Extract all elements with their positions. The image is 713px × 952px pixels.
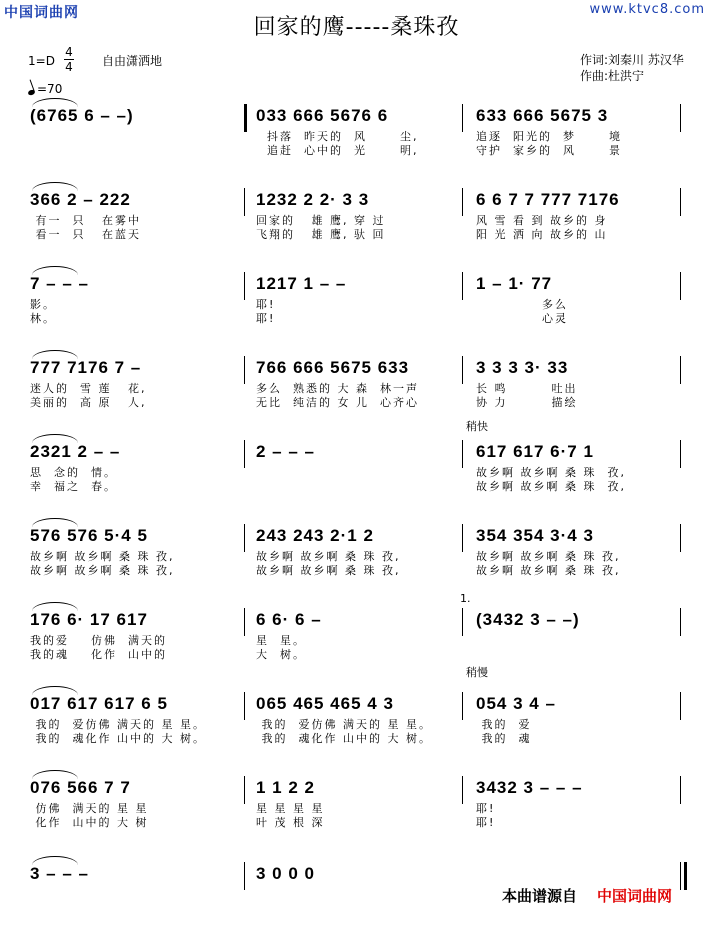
barline bbox=[680, 608, 681, 636]
source-credit bbox=[502, 885, 672, 906]
final-barline bbox=[684, 862, 687, 890]
notation: 1 – 1· 77 bbox=[476, 274, 553, 293]
song-title: 回家的鹰-----桑珠孜 bbox=[253, 15, 460, 40]
notation: 6 6 7 7 777 7176 bbox=[476, 190, 620, 209]
notation: 076 566 7 7 bbox=[30, 778, 131, 797]
lyrics-verse-1: 我的 爱 bbox=[476, 718, 532, 731]
notation: (6765 6 – –) bbox=[30, 106, 134, 125]
lyrics-verse-2: 守护 家乡的 风 景 bbox=[476, 144, 622, 157]
lyrics-verse-2: 追赶 心中的 光 明, bbox=[256, 144, 419, 157]
score-line bbox=[0, 776, 713, 866]
expression-marking: 自由潇洒地 bbox=[102, 54, 163, 68]
lyrics-verse-2: 看一 只 在蓝天 bbox=[30, 228, 141, 241]
lyrics-verse-2: 故乡啊 故乡啊 桑 珠 孜, bbox=[476, 564, 621, 577]
lyrics-verse-1: 故乡啊 故乡啊 桑 珠 孜, bbox=[256, 550, 401, 563]
lyrics-verse-1: 星 星 星 星 bbox=[256, 802, 325, 815]
barline bbox=[680, 440, 681, 468]
score-line bbox=[0, 524, 713, 614]
source-label: 本曲谱源自 bbox=[502, 887, 578, 905]
barline bbox=[244, 862, 245, 890]
barline bbox=[680, 776, 681, 804]
score-line bbox=[0, 440, 713, 530]
lyrics-verse-1: 迷人的 雪 莲 花, bbox=[30, 382, 147, 395]
lyrics-verse-1: 追逐 阳光的 梦 境 bbox=[476, 130, 622, 143]
notation: 054 3 4 – bbox=[476, 694, 556, 713]
lyrics-verse-1: 多么 bbox=[476, 298, 568, 311]
faster-marking: 稍快 bbox=[466, 420, 488, 433]
time-denominator: 4 bbox=[65, 60, 73, 74]
lyrics-verse-1: 耶! bbox=[256, 298, 276, 311]
score-line bbox=[0, 104, 713, 194]
lyricist: 作词:刘秦川 苏汉华 bbox=[580, 53, 684, 67]
barline bbox=[244, 776, 245, 804]
barline bbox=[244, 272, 245, 300]
lyrics-verse-2: 叶 茂 根 深 bbox=[256, 816, 325, 829]
score-line bbox=[0, 692, 713, 782]
barline bbox=[680, 104, 681, 132]
barline bbox=[244, 440, 245, 468]
lyrics-verse-1: 抖落 昨天的 风 尘, bbox=[256, 130, 419, 143]
lyrics-verse-1: 耶! bbox=[476, 802, 496, 815]
lyrics-verse-2: 大 树。 bbox=[256, 648, 306, 661]
barline bbox=[680, 524, 681, 552]
notation: 766 666 5675 633 bbox=[256, 358, 410, 377]
lyrics-verse-1: 回家的 雄 鹰, 穿 过 bbox=[256, 214, 386, 227]
notation: 033 666 5676 6 bbox=[256, 106, 389, 125]
barline bbox=[244, 524, 245, 552]
notation: 3 0 0 0 bbox=[256, 864, 315, 883]
lyrics-verse-2: 故乡啊 故乡啊 桑 珠 孜, bbox=[476, 480, 626, 493]
lyrics-verse-1: 故乡啊 故乡啊 桑 珠 孜, bbox=[30, 550, 175, 563]
lyrics-verse-2: 我的 魂化作 山中的 大 树。 bbox=[256, 732, 432, 745]
watermark-right: www.ktvc8.com bbox=[589, 2, 705, 17]
notation: 065 465 465 4 3 bbox=[256, 694, 394, 713]
lyrics-verse-1: 思 念的 情。 bbox=[30, 466, 117, 479]
key-signature: 1=D bbox=[28, 54, 55, 68]
composer: 作曲:杜洪宁 bbox=[580, 69, 645, 83]
time-signature bbox=[64, 46, 74, 73]
notation: 3 3 3 3· 33 bbox=[476, 358, 569, 377]
score-line bbox=[0, 608, 713, 698]
score-line bbox=[0, 356, 713, 446]
notation: 6 6· 6 – bbox=[256, 610, 322, 629]
lyrics-verse-2: 耶! bbox=[256, 312, 276, 325]
lyrics-verse-1: 我的 爱仿佛 满天的 星 星。 bbox=[256, 718, 432, 731]
barline bbox=[244, 692, 245, 720]
barline bbox=[680, 188, 681, 216]
notation: (3432 3 – –) bbox=[476, 610, 580, 629]
lyrics-verse-2: 美丽的 高 原 人, bbox=[30, 396, 147, 409]
barline bbox=[462, 272, 463, 300]
lyrics-verse-1: 风 雪 看 到 故乡的 身 bbox=[476, 214, 608, 227]
tempo-value: =70 bbox=[37, 82, 63, 96]
source-site: 中国词曲网 bbox=[597, 887, 673, 905]
lyrics-verse-1: 星 星。 bbox=[256, 634, 306, 647]
lyrics-verse-1: 影。 bbox=[30, 298, 56, 311]
notation: 2 – – – bbox=[256, 442, 315, 461]
lyrics-verse-2: 化作 山中的 大 树 bbox=[30, 816, 149, 829]
tempo-marking bbox=[28, 82, 62, 96]
barline bbox=[680, 692, 681, 720]
lyrics-verse-1: 多么 熟悉的 大 森 林一声 bbox=[256, 382, 419, 395]
barline bbox=[244, 188, 245, 216]
lyrics-verse-1: 有一 只 在雾中 bbox=[30, 214, 141, 227]
barline bbox=[244, 104, 247, 132]
notation: 1232 2 2· 3 3 bbox=[256, 190, 370, 209]
lyrics-verse-2: 我的魂 化作 山中的 bbox=[30, 648, 167, 661]
slower-marking: 稍慢 bbox=[466, 666, 488, 679]
barline bbox=[680, 356, 681, 384]
credits bbox=[580, 52, 684, 84]
notation: 176 6· 17 617 bbox=[30, 610, 148, 629]
barline bbox=[462, 608, 463, 636]
notation: 243 243 2·1 2 bbox=[256, 526, 374, 545]
score-line bbox=[0, 188, 713, 278]
lyrics-verse-2: 耶! bbox=[476, 816, 496, 829]
barline bbox=[462, 356, 463, 384]
lyrics-verse-2: 心灵 bbox=[476, 312, 568, 325]
slur-mark bbox=[32, 98, 78, 107]
barline bbox=[462, 440, 463, 468]
quarter-note-icon bbox=[27, 89, 35, 96]
notation: 1 1 2 2 bbox=[256, 778, 315, 797]
lyrics-verse-1: 我的爱 仿佛 满天的 bbox=[30, 634, 167, 647]
score-line bbox=[0, 272, 713, 362]
lyrics-verse-2: 林。 bbox=[30, 312, 56, 325]
notation: 2321 2 – – bbox=[30, 442, 121, 461]
notation: 1217 1 – – bbox=[256, 274, 347, 293]
watermark-left: 中国词曲网 bbox=[4, 5, 79, 21]
lyrics-verse-2: 故乡啊 故乡啊 桑 珠 孜, bbox=[256, 564, 401, 577]
lyrics-verse-2: 我的 魂化作 山中的 大 树。 bbox=[30, 732, 206, 745]
barline bbox=[244, 356, 245, 384]
lyrics-verse-1: 故乡啊 故乡啊 桑 珠 孜, bbox=[476, 550, 621, 563]
lyrics-verse-2: 故乡啊 故乡啊 桑 珠 孜, bbox=[30, 564, 175, 577]
lyrics-verse-2: 飞翔的 雄 鹰, 驮 回 bbox=[256, 228, 386, 241]
notation: 777 7176 7 – bbox=[30, 358, 142, 377]
notation: 576 576 5·4 5 bbox=[30, 526, 148, 545]
notation: 366 2 – 222 bbox=[30, 190, 131, 209]
barline bbox=[680, 272, 681, 300]
barline bbox=[680, 862, 681, 890]
notation: 3432 3 – – – bbox=[476, 778, 583, 797]
barline bbox=[462, 692, 463, 720]
barline bbox=[462, 104, 463, 132]
lyrics-verse-1: 长 鸣 吐出 bbox=[476, 382, 578, 395]
time-numerator: 4 bbox=[65, 45, 73, 59]
lyrics-verse-2: 协 力 描绘 bbox=[476, 396, 578, 409]
barline bbox=[244, 608, 245, 636]
notation: 633 666 5675 3 bbox=[476, 106, 609, 125]
volta-marking: 1. bbox=[460, 592, 471, 605]
barline bbox=[462, 188, 463, 216]
lyrics-verse-1: 仿佛 满天的 星 星 bbox=[30, 802, 149, 815]
notation: 017 617 617 6 5 bbox=[30, 694, 168, 713]
lyrics-verse-2: 幸 福之 春。 bbox=[30, 480, 117, 493]
lyrics-verse-2: 阳 光 洒 向 故乡的 山 bbox=[476, 228, 608, 241]
barline bbox=[462, 524, 463, 552]
lyrics-verse-2: 我的 魂 bbox=[476, 732, 532, 745]
lyrics-verse-2: 无比 纯洁的 女 儿 心齐心 bbox=[256, 396, 419, 409]
notation: 354 354 3·4 3 bbox=[476, 526, 594, 545]
notation: 3 – – – bbox=[30, 864, 89, 883]
notation: 617 617 6·7 1 bbox=[476, 442, 594, 461]
lyrics-verse-1: 故乡啊 故乡啊 桑 珠 孜, bbox=[476, 466, 626, 479]
barline bbox=[462, 776, 463, 804]
notation: 7 – – – bbox=[30, 274, 89, 293]
score-line bbox=[0, 862, 713, 952]
lyrics-verse-1: 我的 爱仿佛 满天的 星 星。 bbox=[30, 718, 206, 731]
